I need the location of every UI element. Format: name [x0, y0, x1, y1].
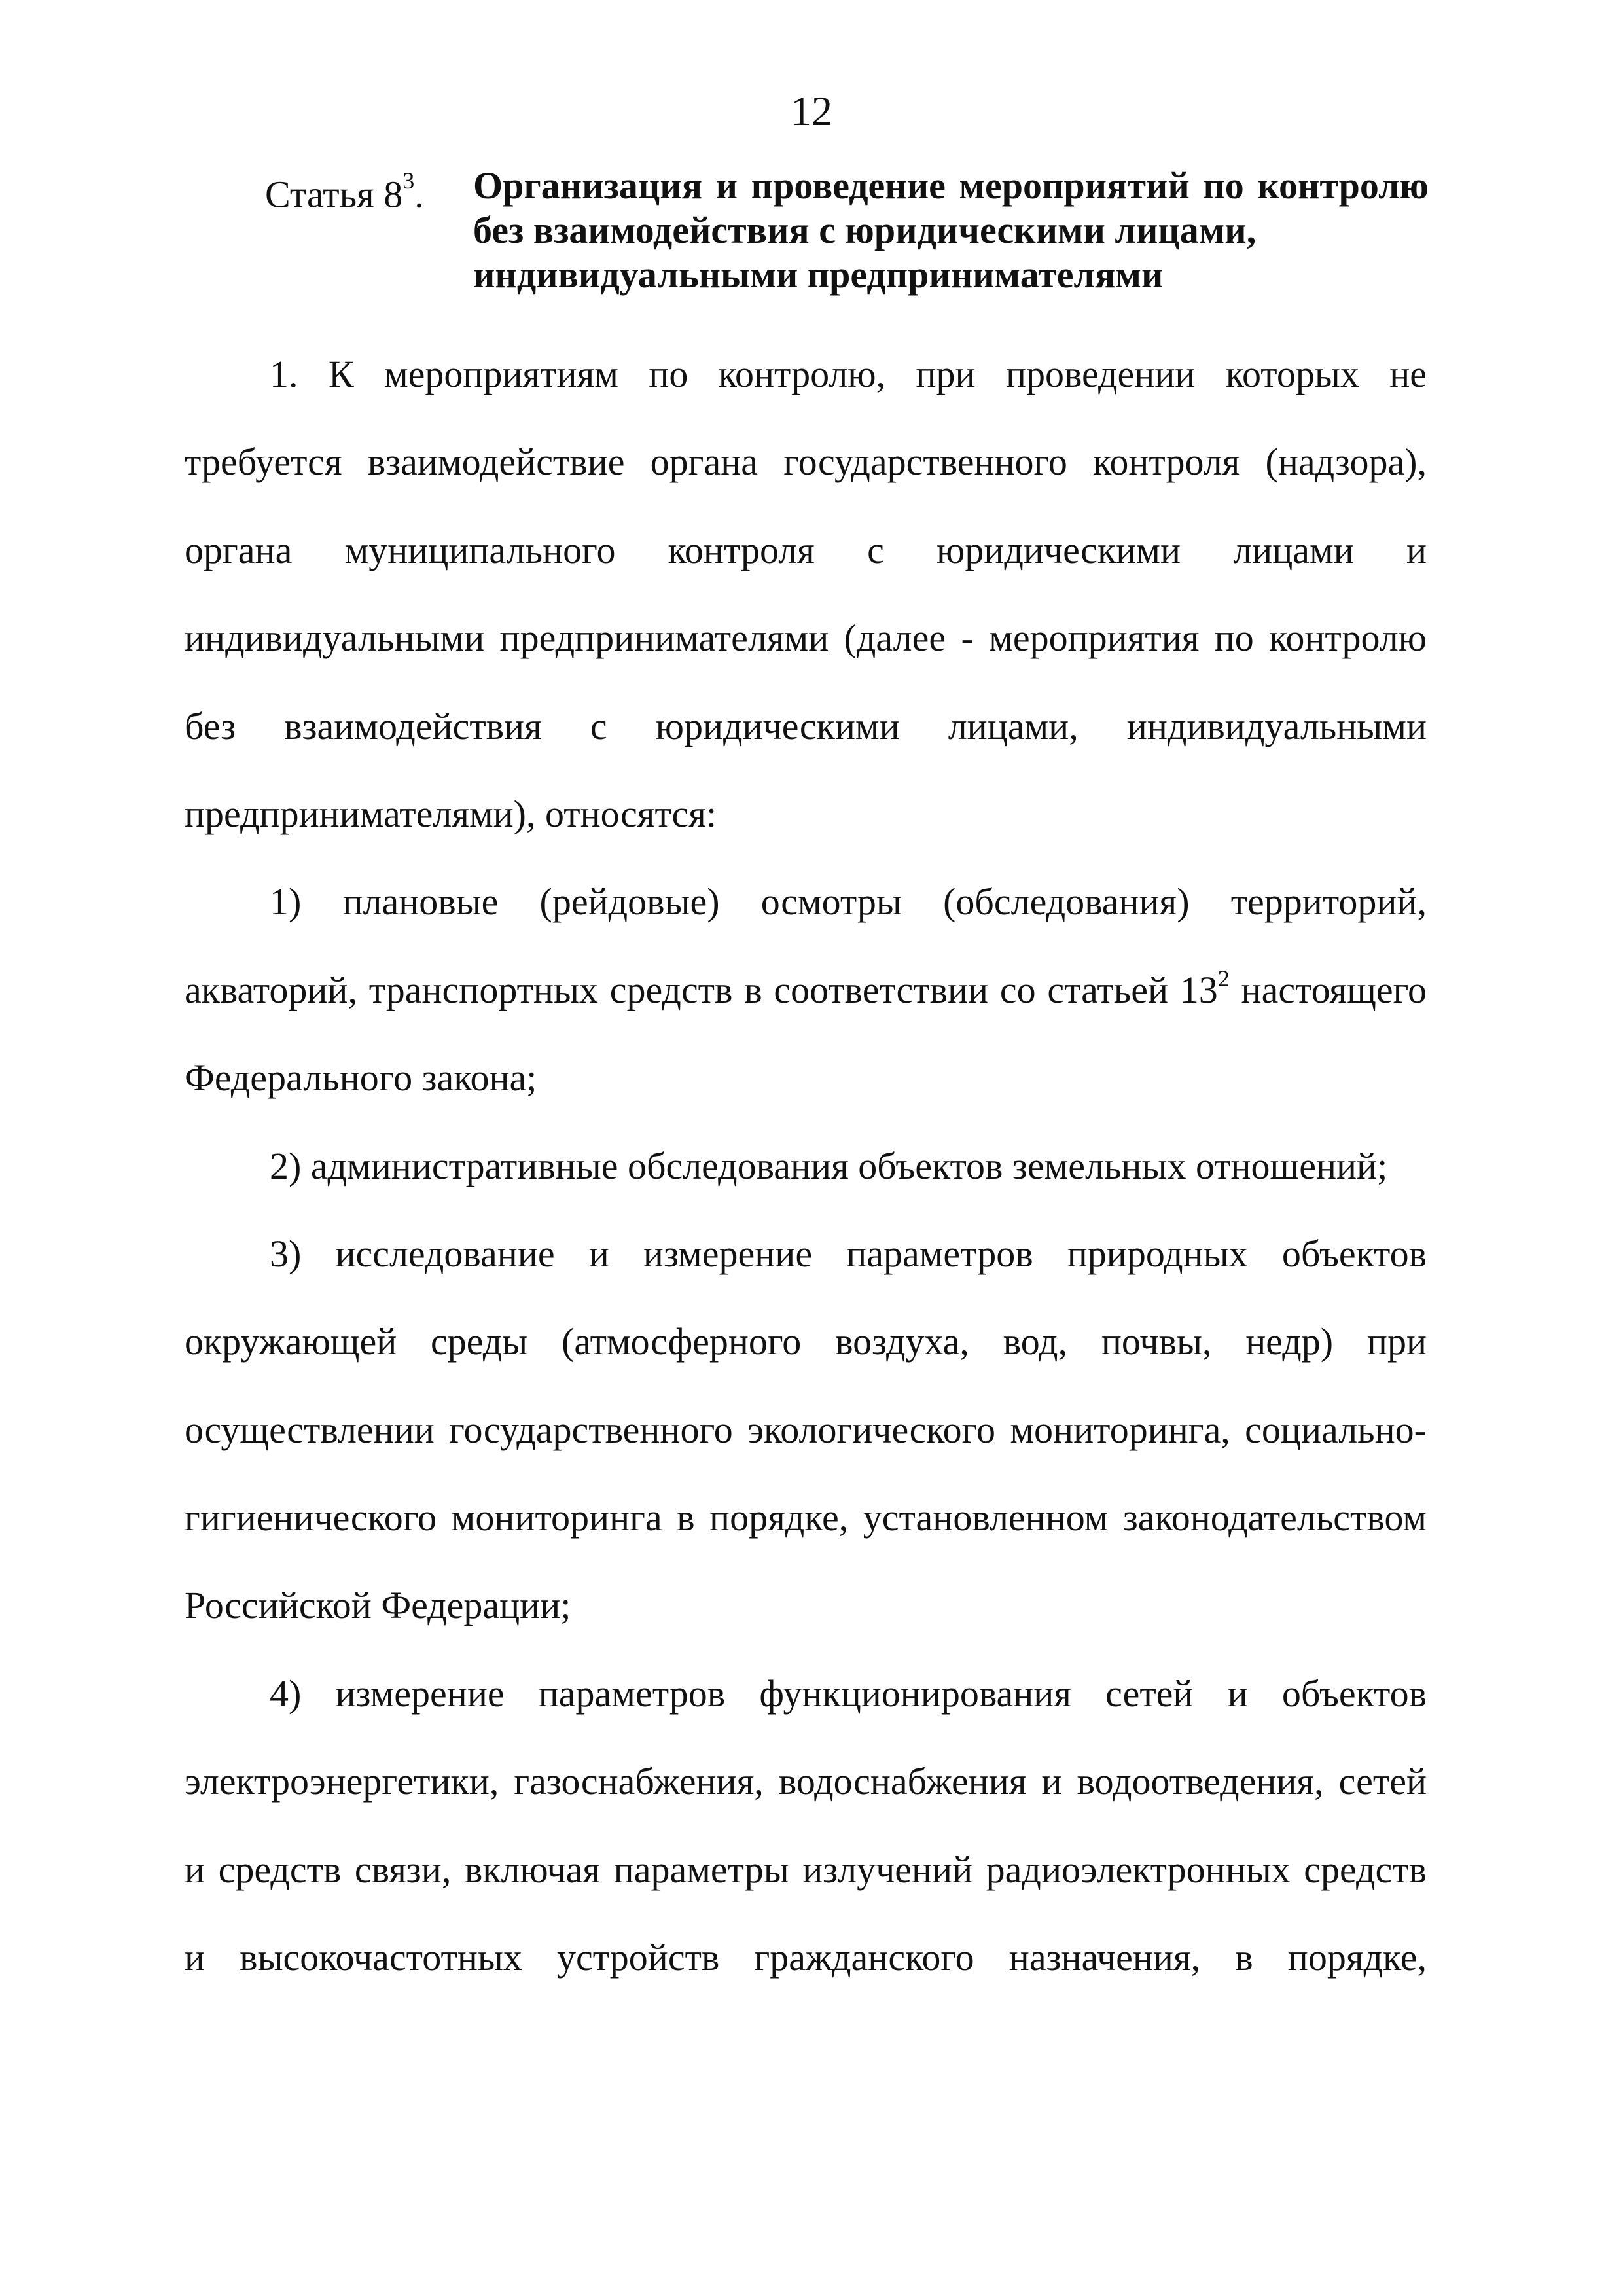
- paragraph-line: и средств связи, включая параметры излучений радиоэлектронных средств: [185, 1848, 1427, 1891]
- page-number: 12: [791, 88, 832, 134]
- paragraph-line: индивидуальными предпринимателями (далее - мероприятия по контролю: [185, 617, 1427, 660]
- paragraph-line: 4) измерение параметров функционирования сетей и объектов: [270, 1672, 1427, 1715]
- paragraph-line: Федерального закона;: [185, 1056, 537, 1100]
- paragraph-line: органа муниципального контроля с юридическими лицами и: [185, 528, 1427, 571]
- paragraph-line-tail: настоящего: [1229, 968, 1427, 1011]
- paragraph-line: предпринимателями), относятся:: [185, 792, 717, 835]
- paragraph-line: без взаимодействия с юридическими лицами, индивидуальными: [185, 704, 1427, 747]
- paragraph-line: Российской Федерации;: [185, 1584, 571, 1627]
- paragraph-line: 1. К мероприятиям по контролю, при проведении которых не: [270, 353, 1427, 395]
- article-title: [473, 164, 1429, 297]
- article-title-line: без взаимодействия с юридическими лицами,: [473, 209, 1257, 251]
- article-label: [265, 164, 424, 217]
- paragraph-line: электроэнергетики, газоснабжения, водоснабжения и водоотведения, сетей: [185, 1760, 1427, 1803]
- paragraph-line-with-superscript: [185, 946, 1427, 1034]
- paragraph-line: гигиенического мониторинга в порядке, установленном законодательством: [185, 1496, 1427, 1539]
- paragraph-line: 3) исследование и измерение параметров природных объектов: [270, 1232, 1427, 1275]
- article-label-superscript: 3: [402, 168, 415, 194]
- paragraph-line-text: акваторий, транспортных средств в соответствии со статьей 13: [185, 968, 1218, 1011]
- article-body: [185, 331, 1427, 2001]
- article-label-dot: .: [414, 173, 424, 216]
- superscript: 2: [1217, 965, 1230, 992]
- paragraph-line: 2) административные обследования объектов земельных отношений;: [270, 1144, 1388, 1187]
- paragraph-line: 1) плановые (рейдовые) осмотры (обследования) территорий,: [270, 880, 1427, 924]
- paragraph-line: и высокочастотных устройств гражданского назначения, в порядке,: [185, 1936, 1427, 1979]
- paragraph-line: окружающей среды (атмосферного воздуха, вод, почвы, недр) при: [185, 1320, 1427, 1363]
- paragraph-line: осуществлении государственного экологического мониторинга, социально-: [185, 1408, 1427, 1451]
- article-title-line: индивидуальными предпринимателями: [473, 253, 1164, 296]
- article-label-text: Статья 8: [265, 173, 403, 216]
- paragraph-line: требуется взаимодействие органа государственного контроля (надзора),: [185, 440, 1427, 484]
- article-title-line: Организация и проведение мероприятий по контролю: [473, 164, 1429, 207]
